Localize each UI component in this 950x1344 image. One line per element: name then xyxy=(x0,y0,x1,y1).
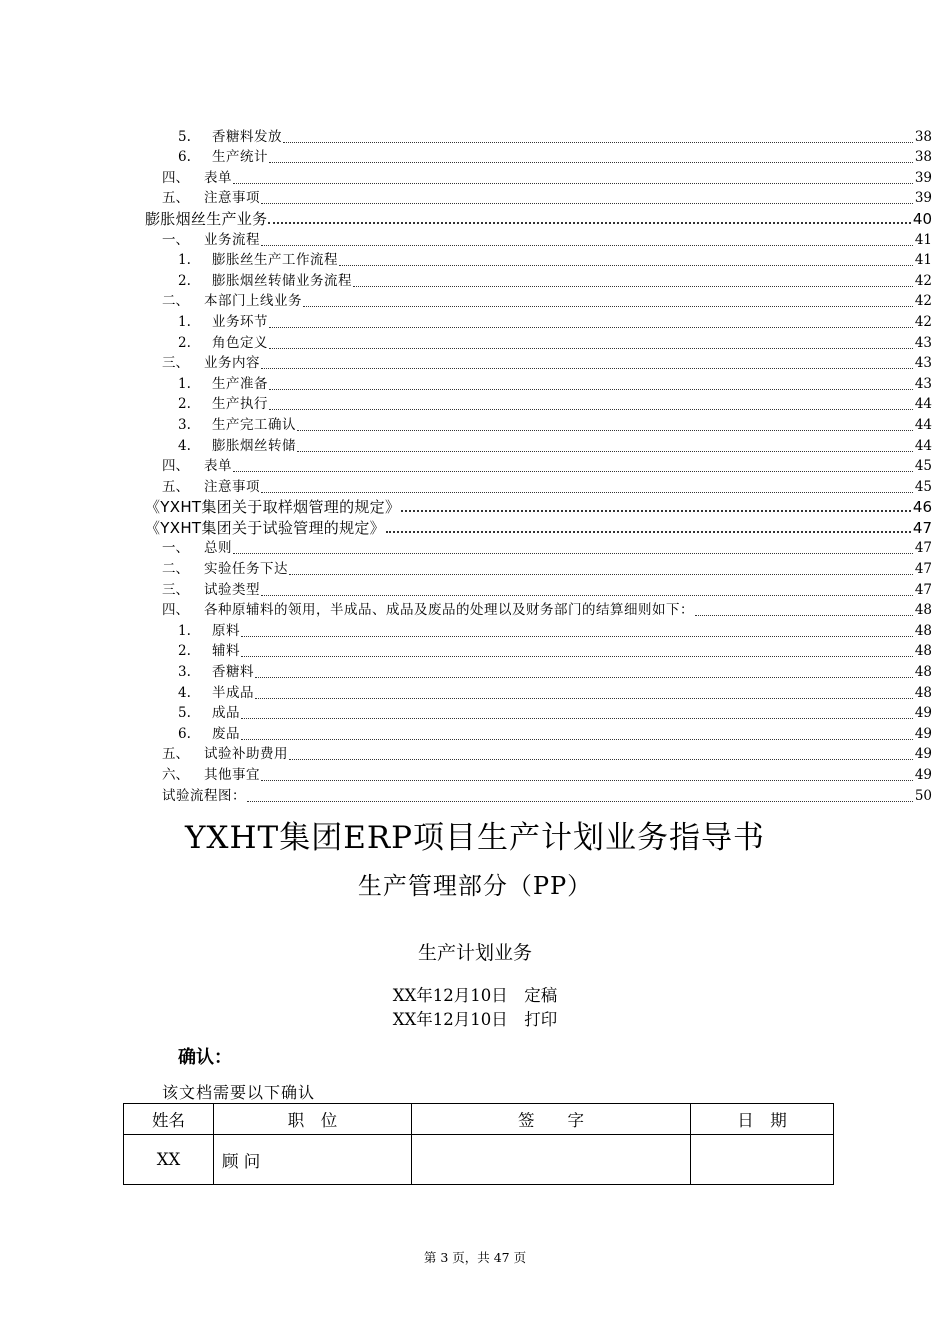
toc-entry[interactable] xyxy=(0,207,950,228)
toc-entry-page: 48 xyxy=(914,684,932,701)
confirm-heading: 确认： xyxy=(178,1047,232,1068)
toc-entry[interactable] xyxy=(0,640,950,661)
toc-entry-number: 4. xyxy=(178,684,191,701)
cell-name: XX xyxy=(124,1135,214,1185)
toc-leader-dots xyxy=(255,677,913,678)
toc-leader-dots xyxy=(283,142,913,143)
document-title: YXHT集团ERP项目生产计划业务指导书 xyxy=(184,820,766,856)
toc-entry[interactable] xyxy=(0,537,950,558)
toc-leader-dots xyxy=(261,595,913,596)
toc-entry-number: 六、 xyxy=(162,767,189,783)
toc-entry-page: 45 xyxy=(914,458,932,475)
toc-entry[interactable] xyxy=(0,743,950,764)
toc-entry-number: 二、 xyxy=(162,561,189,578)
toc-entry-page: 48 xyxy=(914,664,932,681)
toc-leader-dots xyxy=(297,430,913,431)
toc-entry-title: 表单 xyxy=(204,458,232,475)
table-of-contents xyxy=(0,125,950,805)
toc-leader-dots xyxy=(353,286,913,287)
toc-entry[interactable] xyxy=(0,681,950,702)
toc-leader-dots xyxy=(241,739,913,740)
date-print: XX年12月10日 打印 xyxy=(392,1010,558,1029)
toc-entry-title: 实验任务下达 xyxy=(204,561,288,578)
toc-entry-title: 总则 xyxy=(204,540,232,557)
toc-leader-dots xyxy=(269,389,913,390)
toc-leader-dots xyxy=(241,656,913,657)
toc-entry-title: 香糖料发放 xyxy=(212,128,282,145)
toc-entry-page: 42 xyxy=(914,293,932,310)
toc-entry[interactable] xyxy=(0,784,950,805)
toc-entry-title: 角色定义 xyxy=(212,334,268,351)
toc-leader-dots xyxy=(401,510,911,512)
toc-entry[interactable] xyxy=(0,413,950,434)
toc-entry-title: 试验流程图： xyxy=(162,787,246,804)
toc-entry-number: 1. xyxy=(178,313,191,330)
toc-entry[interactable] xyxy=(0,125,950,146)
toc-entry-number: 3. xyxy=(178,664,191,681)
cell-date xyxy=(691,1135,834,1185)
toc-entry-title: 生产完工确认 xyxy=(212,416,296,433)
toc-entry-title: 原料 xyxy=(212,622,240,639)
toc-entry-page: 39 xyxy=(914,190,932,207)
confirm-table xyxy=(123,1103,834,1185)
toc-entry-page: 50 xyxy=(914,787,932,804)
toc-entry[interactable] xyxy=(0,146,950,167)
toc-leader-dots xyxy=(233,471,913,472)
toc-entry-title: 生产准备 xyxy=(212,375,268,392)
toc-entry[interactable] xyxy=(0,578,950,599)
toc-entry[interactable] xyxy=(0,372,950,393)
table-row xyxy=(124,1135,834,1185)
toc-leader-dots xyxy=(233,553,913,554)
toc-leader-dots xyxy=(386,531,911,533)
toc-entry-page: 49 xyxy=(914,725,932,742)
toc-entry-number: 五、 xyxy=(162,746,189,763)
toc-entry-title: 成品 xyxy=(212,705,240,722)
toc-entry-title: 其他事宜 xyxy=(204,767,260,783)
toc-entry-page: 49 xyxy=(914,705,932,722)
toc-entry-page: 49 xyxy=(914,746,932,763)
toc-entry[interactable] xyxy=(0,475,950,496)
toc-entry[interactable] xyxy=(0,702,950,723)
toc-leader-dots xyxy=(297,451,913,452)
toc-entry-title: 半成品 xyxy=(212,684,254,701)
toc-entry-number: 四、 xyxy=(162,602,189,619)
toc-entry-page: 42 xyxy=(914,272,932,289)
toc-leader-dots xyxy=(269,162,913,163)
toc-leader-dots xyxy=(261,203,913,204)
toc-entry-number: 4. xyxy=(178,437,191,454)
toc-entry-page: 43 xyxy=(914,355,932,372)
toc-entry-number: 6. xyxy=(178,725,191,742)
toc-leader-dots xyxy=(241,636,913,637)
toc-entry-page: 41 xyxy=(914,252,932,269)
cell-position: 顾 问 xyxy=(214,1135,412,1185)
toc-entry-number: 3. xyxy=(178,416,191,433)
toc-leader-dots xyxy=(289,574,913,575)
toc-entry[interactable] xyxy=(0,331,950,352)
toc-entry-page: 49 xyxy=(914,767,932,783)
toc-entry-number: 1. xyxy=(178,375,191,392)
toc-entry-number: 一、 xyxy=(162,540,189,557)
header-position: 职 位 xyxy=(214,1104,412,1135)
toc-entry-number: 5. xyxy=(178,128,191,145)
toc-entry-page: 47 xyxy=(914,581,932,598)
toc-entry-page: 44 xyxy=(914,396,932,413)
toc-entry-page: 44 xyxy=(914,416,932,433)
toc-entry-number: 四、 xyxy=(162,169,189,186)
toc-entry-page: 47 xyxy=(914,540,932,557)
toc-entry[interactable] xyxy=(0,228,950,249)
toc-leader-dots xyxy=(247,801,913,802)
date-final: XX年12月10日 定稿 xyxy=(392,986,558,1005)
toc-entry-page: 38 xyxy=(914,149,932,166)
toc-entry-title: 废品 xyxy=(212,725,240,742)
toc-entry-page: 39 xyxy=(914,169,932,186)
toc-entry-title: 注意事项 xyxy=(204,478,260,495)
toc-entry-page: 47 xyxy=(912,518,932,537)
toc-entry-title: 各种原辅料的领用，半成品、成品及废品的处理以及财务部门的结算细则如下： xyxy=(204,602,694,619)
toc-leader-dots xyxy=(261,245,913,246)
toc-entry-number: 1. xyxy=(178,252,191,269)
toc-entry[interactable] xyxy=(0,166,950,187)
toc-entry-number: 一、 xyxy=(162,231,189,248)
toc-entry[interactable] xyxy=(0,434,950,455)
toc-leader-dots xyxy=(255,698,913,699)
toc-entry-page: 47 xyxy=(914,561,932,578)
toc-entry[interactable] xyxy=(0,660,950,681)
toc-entry-page: 46 xyxy=(912,498,932,517)
toc-entry-title: 膨胀烟丝转储业务流程 xyxy=(212,272,352,289)
toc-entry-page: 48 xyxy=(914,622,932,639)
toc-entry-page: 44 xyxy=(914,437,932,454)
toc-entry-page: 41 xyxy=(914,231,932,248)
toc-leader-dots xyxy=(233,183,913,184)
toc-entry-number: 五、 xyxy=(162,478,189,495)
toc-leader-dots xyxy=(261,492,913,493)
toc-entry-title: 生产执行 xyxy=(212,396,268,413)
toc-entry-title: 业务环节 xyxy=(212,313,268,330)
toc-entry[interactable] xyxy=(0,269,950,290)
toc-entry-title: 业务内容 xyxy=(204,355,260,372)
toc-leader-dots xyxy=(695,615,913,616)
toc-entry-number: 2. xyxy=(178,643,191,660)
toc-entry-page: 48 xyxy=(914,602,932,619)
toc-entry-number: 三、 xyxy=(162,355,189,372)
page-footer: 第 3 页，共 47 页 xyxy=(423,1250,527,1265)
header-name: 姓名 xyxy=(124,1104,214,1135)
toc-entry[interactable] xyxy=(0,619,950,640)
toc-leader-dots xyxy=(241,718,913,719)
toc-entry-title: 业务流程 xyxy=(204,231,260,248)
toc-leader-dots xyxy=(289,759,913,760)
toc-entry[interactable] xyxy=(0,187,950,208)
toc-entry-number: 5. xyxy=(178,705,191,722)
toc-entry-page: 40 xyxy=(912,209,932,228)
document-subtitle: 生产管理部分（PP） xyxy=(357,872,593,900)
toc-leader-dots xyxy=(269,348,913,349)
toc-entry-page: 45 xyxy=(914,478,932,495)
confirm-note: 该文档需要以下确认 xyxy=(162,1083,316,1102)
toc-entry-title: 膨胀烟丝转储 xyxy=(212,437,296,454)
toc-entry-title: 注意事项 xyxy=(204,190,260,207)
toc-leader-dots xyxy=(261,780,913,781)
cell-signature xyxy=(412,1135,691,1185)
toc-entry[interactable] xyxy=(0,352,950,373)
toc-entry-number: 四、 xyxy=(162,458,189,475)
toc-entry[interactable] xyxy=(0,310,950,331)
toc-entry-page: 48 xyxy=(914,643,932,660)
toc-entry[interactable] xyxy=(0,763,950,784)
toc-entry[interactable] xyxy=(0,249,950,270)
toc-entry-page: 42 xyxy=(914,313,932,330)
header-signature: 签 字 xyxy=(412,1104,691,1135)
toc-entry-title: 《YXHT集团关于取样烟管理的规定》 xyxy=(145,498,401,517)
toc-entry-number: 二、 xyxy=(162,293,189,310)
toc-entry-title: 膨胀丝生产工作流程 xyxy=(212,252,338,269)
toc-entry-title: 《YXHT集团关于试验管理的规定》 xyxy=(145,518,385,537)
toc-leader-dots xyxy=(303,306,913,307)
confirm-table-header-row xyxy=(124,1104,834,1135)
toc-entry[interactable] xyxy=(0,599,950,620)
toc-entry[interactable] xyxy=(0,516,950,537)
toc-entry-page: 43 xyxy=(914,375,932,392)
toc-entry-number: 2. xyxy=(178,272,191,289)
toc-entry-title: 本部门上线业务 xyxy=(204,293,302,310)
toc-entry[interactable] xyxy=(0,496,950,517)
toc-entry-number: 6. xyxy=(178,149,191,166)
toc-entry[interactable] xyxy=(0,290,950,311)
toc-entry-number: 三、 xyxy=(162,581,189,598)
toc-entry-number: 1. xyxy=(178,622,191,639)
business-heading: 生产计划业务 xyxy=(417,942,532,964)
toc-entry-title: 试验补助费用 xyxy=(204,746,288,763)
toc-entry[interactable] xyxy=(0,455,950,476)
toc-entry-title: 膨胀烟丝生产业务 xyxy=(145,209,268,228)
toc-entry-title: 辅料 xyxy=(212,643,240,660)
toc-entry-title: 试验类型 xyxy=(204,581,260,598)
toc-entry[interactable] xyxy=(0,557,950,578)
toc-leader-dots xyxy=(269,409,913,410)
toc-entry-title: 香糖料 xyxy=(212,664,254,681)
toc-entry-number: 五、 xyxy=(162,190,189,207)
header-date: 日 期 xyxy=(691,1104,834,1135)
toc-leader-dots xyxy=(339,265,913,266)
toc-entry-title: 表单 xyxy=(204,169,232,186)
toc-leader-dots xyxy=(261,368,913,369)
toc-entry-page: 43 xyxy=(914,334,932,351)
toc-entry-page: 38 xyxy=(914,128,932,145)
toc-entry-number: 2. xyxy=(178,334,191,351)
toc-entry[interactable] xyxy=(0,722,950,743)
toc-leader-dots xyxy=(269,327,913,328)
toc-entry-title: 生产统计 xyxy=(212,149,268,166)
toc-entry-number: 2. xyxy=(178,396,191,413)
toc-leader-dots xyxy=(268,222,911,224)
toc-entry[interactable] xyxy=(0,393,950,414)
